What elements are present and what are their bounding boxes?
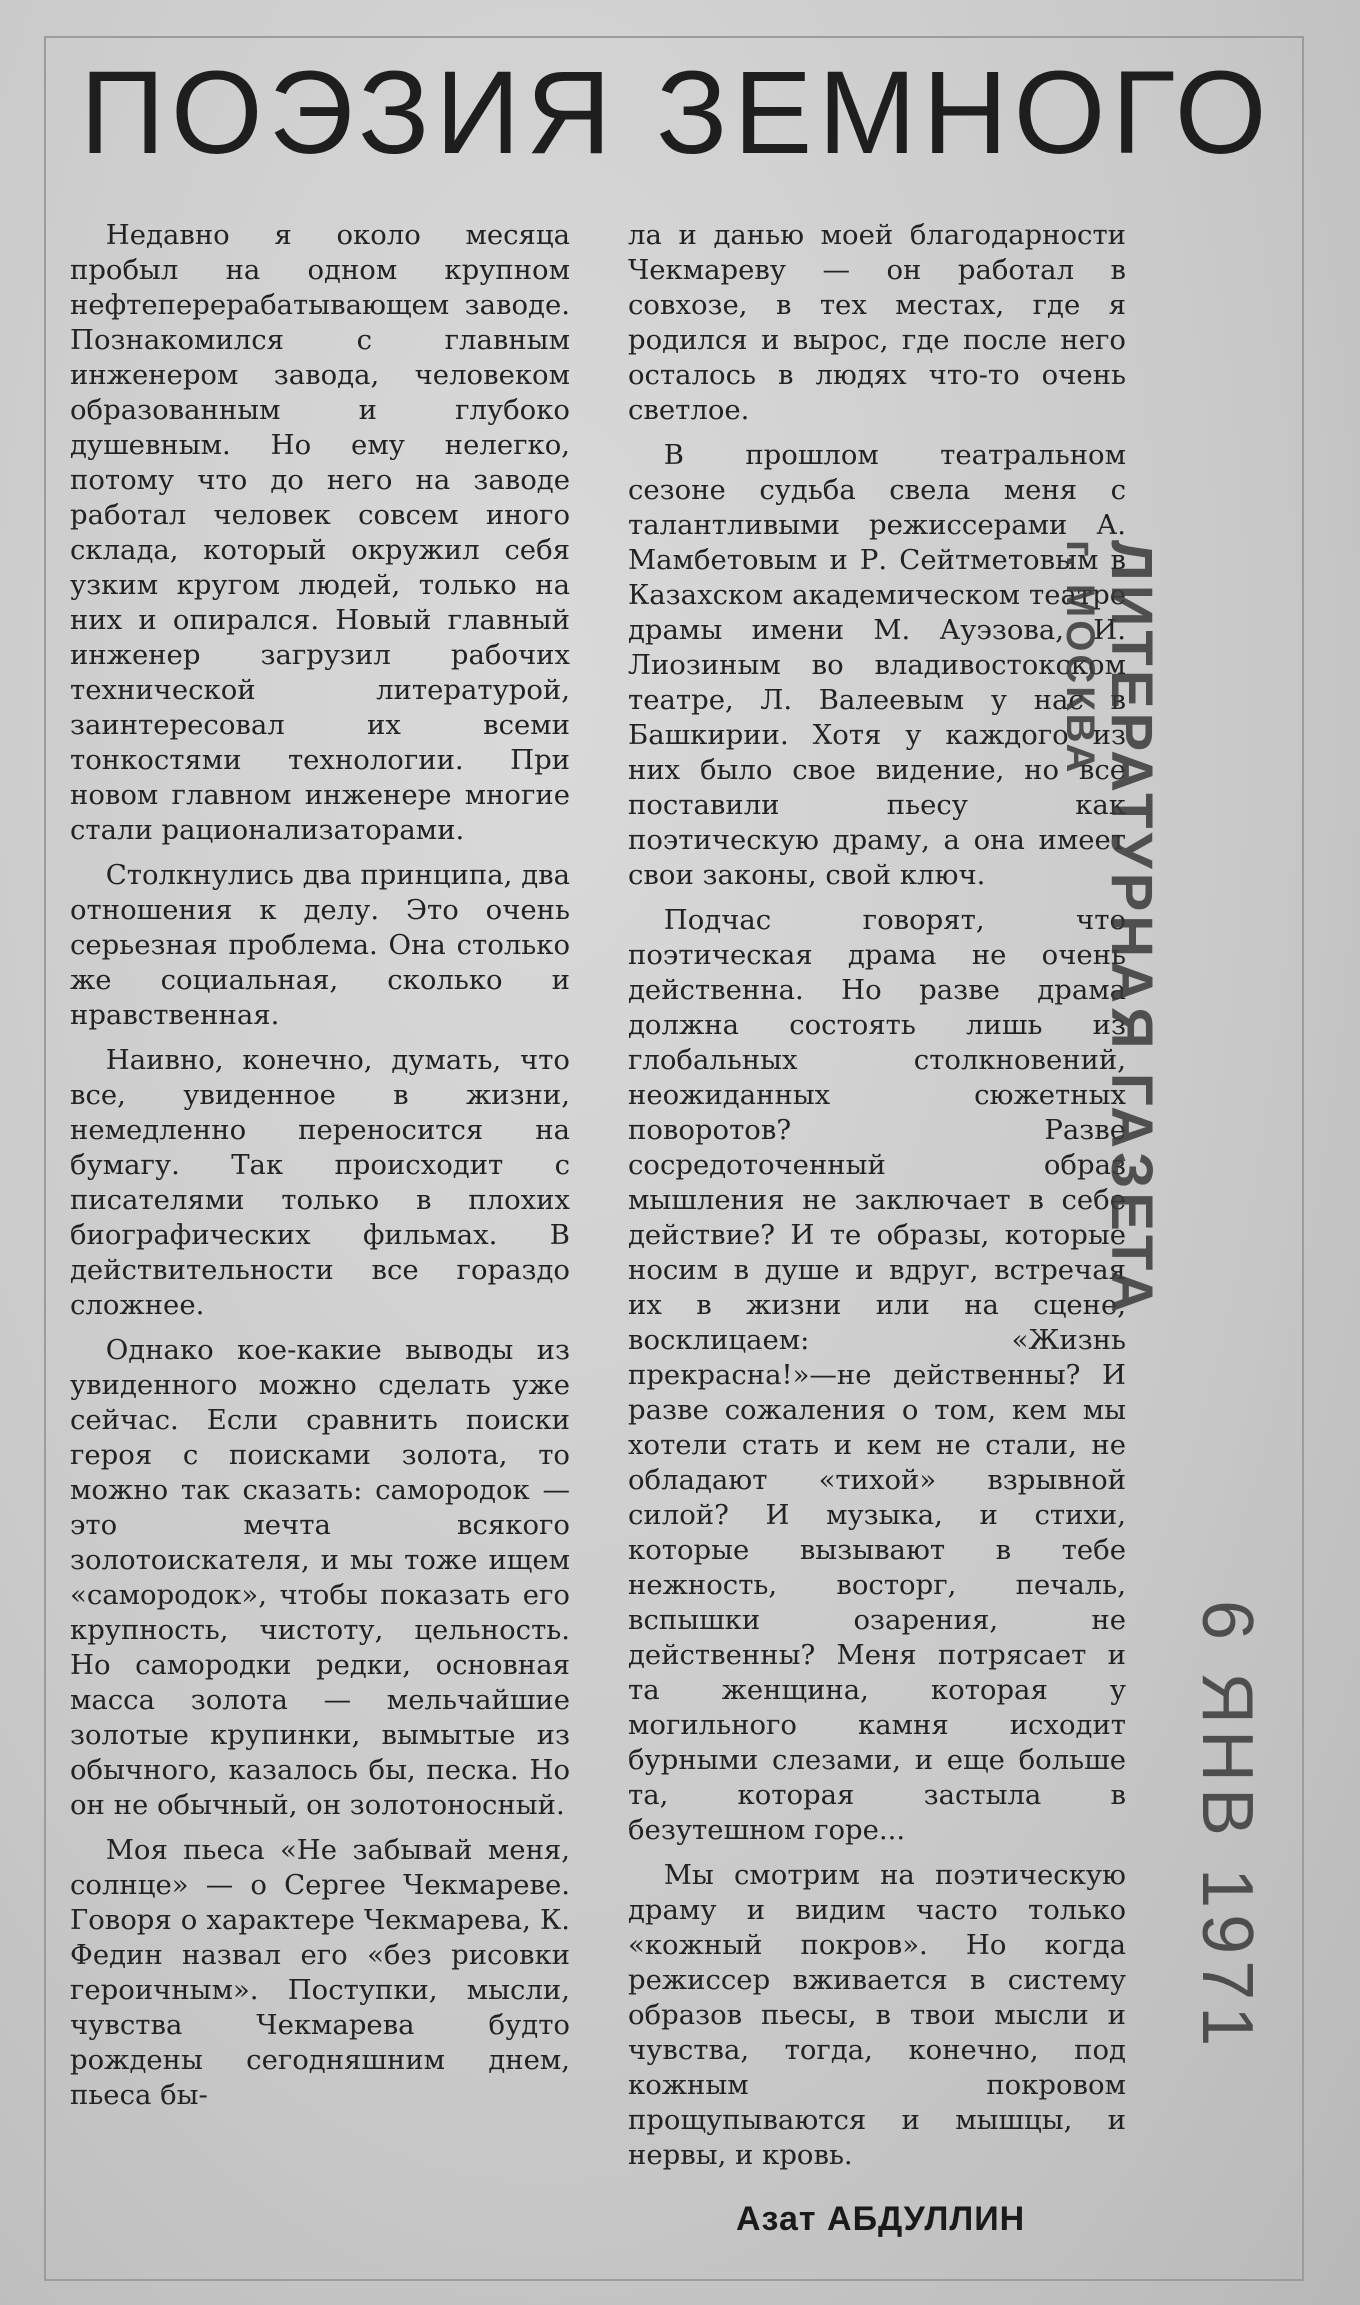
paragraph: ла и данью моей благодарности Чекмареву — он работал в совхозе, в тех местах, где я родился и вырос, где после него осталось в людях что-то очень светлое. — [628, 219, 1126, 426]
paragraph: Моя пьеса «Не забывай меня, солнце» — о Сергее Чекмареве. Говоря о характере Чекмарева, К. Федин назвал его «без рисовки героичным». Поступки, мысли, чувства Чекмарева будто рождены сегодняшним днем, пьеса бы- — [70, 1834, 570, 2111]
author-signature: Азат АБДУЛЛИН — [736, 2200, 1026, 2238]
paragraph: Мы смотрим на поэтическую драму и видим часто только «кожный покров». Но когда режиссер вживается в систему образов пьесы, в твои мысли и чувства, тогда, конечно, под кожным покровом прощупываются и мышцы, и нервы, и кровь. — [628, 1859, 1126, 2171]
date-stamp: 6 ЯНВ 1971 — [1187, 1600, 1267, 2053]
stamp-city: г. МОСКВА — [1058, 540, 1102, 776]
article-column-1 — [70, 218, 570, 2113]
article-headline: ПОЭЗИЯ ЗЕМНОГО — [80, 47, 1273, 179]
paragraph: Подчас говорят, что поэтическая драма не очень действенна. Но разве драма должна состоять лишь из глобальных столкновений, неожиданных сюжетных поворотов? Разве сосредоточенный образ мышления не заключает в себе действие? И те образы, которые носим в душе и вдруг, встречая их в жизни или на сцене, восклицаем: «Жизнь прекрасна!»—не действенны? И разве сожаления о том, кем мы хотели стать и кем не стали, не обладают «тихой» взрывной силой? И музыка, и стихи, которые вызывают в тебе нежность, восторг, печаль, вспышки озарения, не действенны? Меня потрясает и та женщина, которая у могильного камня исходит бурными слезами, и еще больше та, которая застыла в безутешном горе... — [628, 904, 1126, 1846]
paragraph: Однако кое-какие выводы из увиденного можно сделать уже сейчас. Если сравнить поиски героя с поисками золота, то можно так сказать: самородок — это мечта всякого золотоискателя, и мы тоже ищем «самородок», чтобы показать его крупность, чистоту, цельность. Но самородки редки, основная масса золота — мельчайшие золотые крупинки, вымытые из обычного, казалось бы, песка. Но он не обычный, он золотоносный. — [70, 1334, 570, 1821]
paragraph: В прошлом театральном сезоне судьба свела меня с талантливыми режиссерами А. Мамбетовым и Р. Сейтметовым в Казахском академическом театре драмы имени М. Ауэзова, И. Лиозиным во владивостокском театре, Л. Валеевым у нас в Башкирии. Хотя у каждого из них было свое видение, но все поставили пьесу как поэтическую драму, а она имеет свои законы, свой ключ. — [628, 439, 1126, 891]
article-column-2 — [628, 218, 1126, 2173]
paragraph: Наивно, конечно, думать, что все, увиденное в жизни, немедленно переносится на бумагу. Так происходит с писателями только в плохих биографических фильмах. В действительности все гораздо сложнее. — [70, 1044, 570, 1321]
paragraph: Недавно я около месяца пробыл на одном крупном нефтеперерабатывающем заводе. Познакомился с главным инженером завода, человеком образованным и глубоко душевным. Но ему нелегко, потому что до него на заводе работал человек совсем иного склада, который окружил себя узким кругом людей, только на них и опирался. Новый главный инженер загрузил рабочих технической литературой, заинтересовал их всеми тонкостями технологии. При новом главном инженере многие стали рационализаторами. — [70, 219, 570, 846]
paragraph: Столкнулись два принципа, два отношения к делу. Это очень серьезная проблема. Она столько же социальная, сколько и нравственная. — [70, 859, 570, 1031]
publication-stamp — [1057, 540, 1165, 1317]
stamp-newspaper-name: ЛИТЕРАТУРНАЯ ГАЗЕТА — [1099, 540, 1164, 1317]
